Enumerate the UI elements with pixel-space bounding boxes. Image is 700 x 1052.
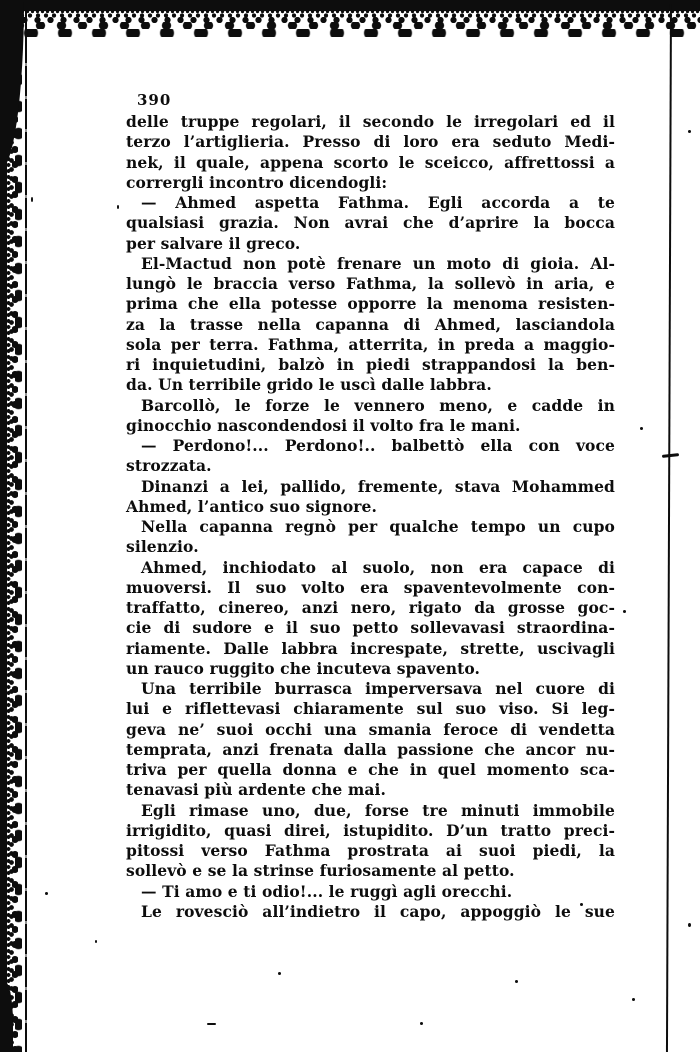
text-line: — Ti amo e ti odio!... le ruggì agli orecchi.	[141, 881, 513, 901]
text-line: per salvare il greco.	[126, 233, 301, 253]
text-line: Dinanzi a lei, pallido, fremente, stava Mohammed	[141, 476, 615, 496]
text-line: terzo l’artiglieria. Presso di loro era seduto Medi-	[126, 132, 615, 152]
text-line: sola per terra. Fathma, atterrita, in preda a maggio-	[126, 334, 615, 354]
page-number: 390	[137, 91, 172, 109]
text-line: un rauco ruggito che incuteva spavento.	[126, 658, 481, 678]
text-line: geva ne’ suoi occhi una smania feroce di vendetta	[126, 719, 615, 739]
text-block	[126, 112, 615, 922]
scan-rule-right	[666, 0, 672, 1052]
text-line: corrergli incontro dicendogli:	[126, 172, 388, 192]
text-line: Egli rimase uno, due, forse tre minuti immobile	[141, 800, 615, 820]
text-line: Nella capanna regnò per qualche tempo un cupo	[141, 517, 615, 536]
ink-speck	[688, 923, 691, 927]
text-line: — Perdono!... Perdono!.. balbettò ella con voce	[141, 436, 615, 455]
scan-noise-top-edge	[0, 0, 700, 46]
scan-rule-left	[25, 0, 27, 1052]
scan-blotch-bottom-left	[0, 982, 13, 1052]
text-line: da. Un terribile grido le uscì dalle labbra.	[126, 375, 492, 395]
ink-speck	[515, 980, 518, 983]
scan-noise-left-edge	[0, 0, 26, 1052]
text-line: traffatto, cinereo, anzi nero, rigato da grosse goc-	[126, 598, 615, 617]
ink-speck	[117, 205, 119, 209]
text-line: za la trasse nella capanna di Ahmed, lasciandola	[126, 314, 615, 334]
scan-rule-right-tick	[662, 453, 679, 458]
text-line: Ahmed, l’antico suo signore.	[126, 496, 378, 516]
ink-speck	[45, 892, 48, 895]
text-line: silenzio.	[126, 537, 199, 557]
text-line: lui e riflettevasi chiaramente sul suo viso. Si leg-	[126, 699, 615, 719]
ink-speck	[207, 1023, 216, 1025]
ink-speck	[31, 197, 33, 202]
ink-speck	[623, 610, 626, 613]
text-line: — Ahmed aspetta Fathma. Egli accorda a te	[141, 193, 615, 212]
text-line: delle truppe regolari, il secondo le irregolari ed il	[126, 112, 615, 131]
text-line: Le rovesciò all’indietro il capo, appoggiò le sue	[141, 901, 615, 921]
text-line: muoversi. Il suo volto era spaventevolmente con-	[126, 577, 615, 597]
ink-speck	[640, 427, 643, 430]
text-line: pitossi verso Fathma prostrata ai suoi piedi, la	[126, 841, 615, 860]
text-line: strozzata.	[126, 456, 212, 476]
text-line: Barcollò, le forze le vennero meno, e cadde in	[141, 395, 615, 415]
text-line: qualsiasi grazia. Non avrai che d’aprire la bocca	[126, 213, 615, 233]
text-line: triva per quella donna e che in quel momento sca-	[126, 760, 615, 779]
ink-speck	[688, 130, 691, 133]
text-line: ginocchio nascondendosi il volto fra le mani.	[126, 415, 521, 435]
text-line: tenavasi più ardente che mai.	[126, 780, 386, 800]
text-line: El-Mactud non potè frenare un moto di gioia. Al-	[141, 253, 615, 273]
text-line: nek, il quale, appena scorto le sceicco, affrettossi a	[126, 152, 615, 172]
text-line: ri inquietudini, balzò in piedi strappandosi la ben-	[126, 355, 615, 374]
text-line: irrigidito, quasi direi, istupidito. D’un tratto preci-	[126, 820, 615, 840]
ink-speck	[632, 998, 635, 1001]
ink-speck	[95, 940, 97, 943]
text-line: cie di sudore e il suo petto sollevavasi straordina-	[126, 618, 615, 638]
scan-blotch-top-left	[0, 0, 24, 170]
text-line: sollevò e se la strinse furiosamente al petto.	[126, 861, 515, 881]
text-line: Ahmed, inchiodato al suolo, non era capace di	[141, 557, 615, 577]
text-line: riamente. Dalle labbra increspate, strette, uscivagli	[126, 638, 615, 658]
text-line: prima che ella potesse opporre la menoma resisten-	[126, 294, 615, 314]
ink-speck	[420, 1022, 423, 1025]
text-line: Una terribile burrasca imperversava nel cuore di	[141, 679, 615, 698]
text-line: lungò le braccia verso Fathma, la sollevò in aria, e	[126, 274, 615, 293]
text-line: temprata, anzi frenata dalla passione che ancor nu-	[126, 739, 615, 759]
ink-speck	[278, 972, 281, 975]
